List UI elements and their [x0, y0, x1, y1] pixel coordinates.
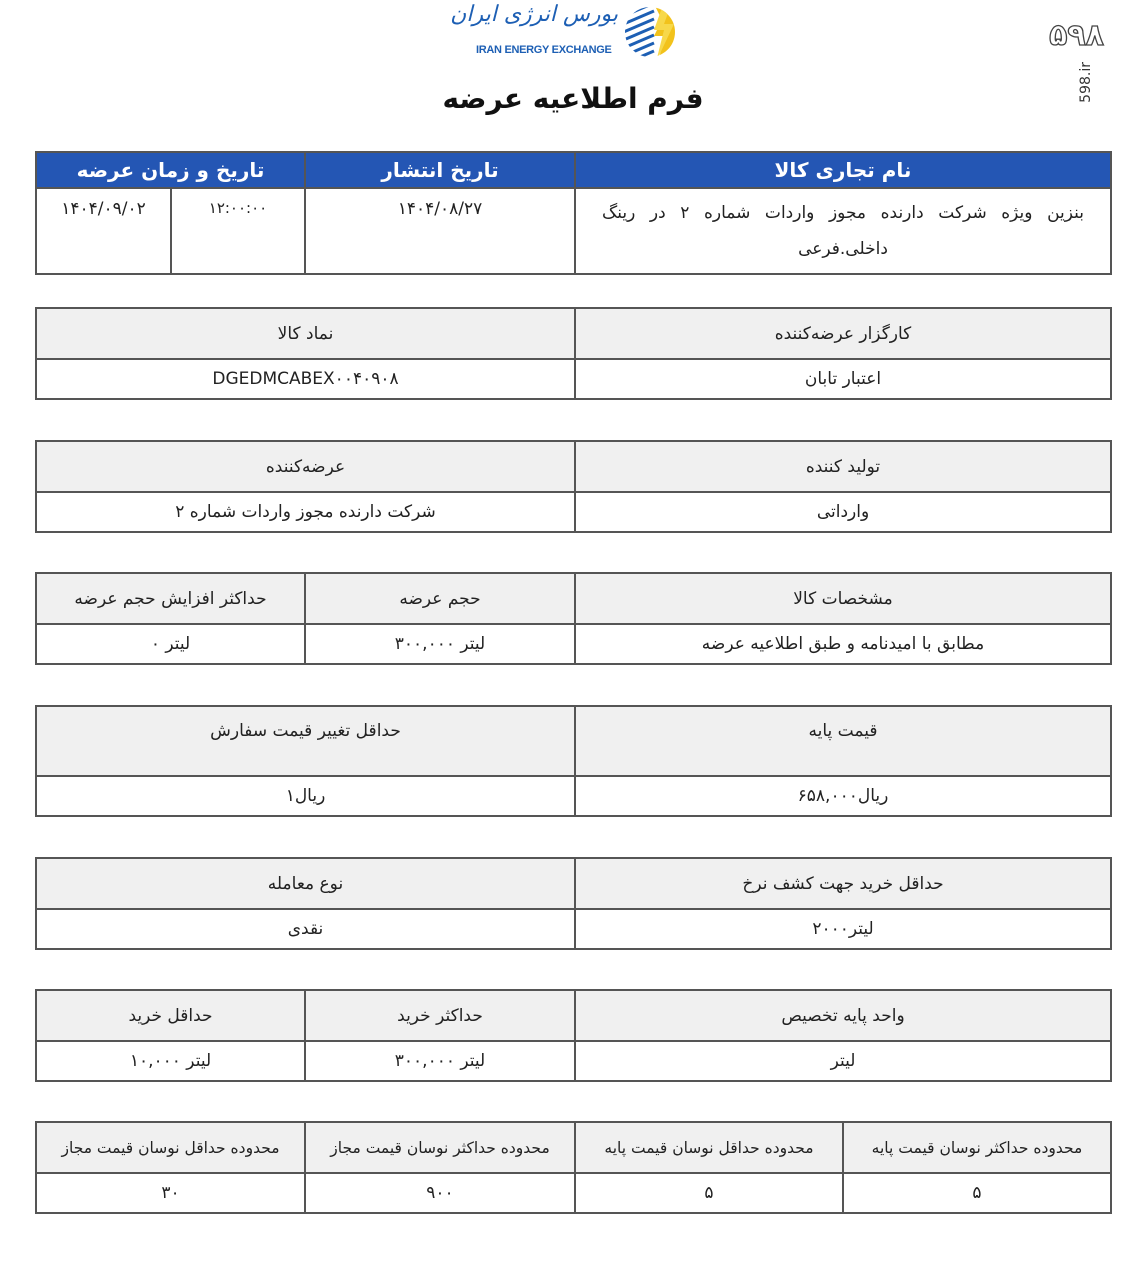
min-price-change-value: ریال۱ — [36, 776, 575, 816]
label-max-volume-increase: حداکثر افزایش حجم عرضه — [36, 573, 305, 624]
min-base-fluctuation-value: ۵ — [575, 1173, 843, 1213]
max-purchase-value: لیتر ۳۰۰,۰۰۰ — [305, 1041, 575, 1081]
logo-persian-text: بورس انرژی ایران — [450, 2, 618, 27]
trade-type-table — [35, 857, 1112, 950]
label-producer: تولید کننده — [575, 441, 1111, 492]
min-allowed-fluctuation-value: ۳۰ — [36, 1173, 305, 1213]
specs-value: مطابق با امیدنامه و طبق اطلاعیه عرضه — [575, 624, 1111, 664]
logo-emblem-icon — [624, 0, 676, 64]
publish-date-value: ۱۴۰۴/۰۸/۲۷ — [305, 188, 575, 274]
label-max-purchase: حداکثر خرید — [305, 990, 575, 1041]
max-base-fluctuation-value: ۵ — [843, 1173, 1111, 1213]
header-publish-date: تاریخ انتشار — [305, 152, 575, 188]
label-symbol: نماد کالا — [36, 308, 575, 359]
iran-energy-exchange-logo — [450, 0, 680, 70]
producer-value: وارداتی — [575, 492, 1111, 532]
label-min-base-fluctuation: محدوده حداقل نوسان قیمت پایه — [575, 1122, 843, 1173]
product-info-table — [35, 151, 1112, 275]
product-name-value: بنزین ویژه شرکت دارنده مجوز واردات شماره ۲ در رینگ داخلی.فرعی — [575, 188, 1111, 274]
price-table — [35, 705, 1112, 817]
specs-volume-table — [35, 572, 1112, 665]
purchase-limits-table — [35, 989, 1112, 1082]
offer-date-value: ۱۴۰۴/۰۹/۰۲ — [36, 188, 171, 274]
label-min-purchase-discovery: حداقل خرید جهت کشف نرخ — [575, 858, 1111, 909]
broker-symbol-table — [35, 307, 1112, 400]
max-allowed-fluctuation-value: ۹۰۰ — [305, 1173, 575, 1213]
offer-time-value: ۱۲:۰۰:۰۰ — [171, 188, 305, 274]
label-min-price-change: حداقل تغییر قیمت سفارش — [36, 706, 575, 776]
broker-value: اعتبار تابان — [575, 359, 1111, 399]
header-product-name: نام تجاری کالا — [575, 152, 1111, 188]
allocation-unit-value: لیتر — [575, 1041, 1111, 1081]
label-broker: کارگزار عرضه‌کننده — [575, 308, 1111, 359]
min-purchase-discovery-value: لیتر۲۰۰۰ — [575, 909, 1111, 949]
min-purchase-value: لیتر ۱۰,۰۰۰ — [36, 1041, 305, 1081]
logo-english-text: IRAN ENERGY EXCHANGE — [476, 44, 612, 56]
base-price-value: ریال۶۵۸,۰۰۰ — [575, 776, 1111, 816]
label-trade-type: نوع معامله — [36, 858, 575, 909]
trade-type-value: نقدی — [36, 909, 575, 949]
page-title: فرم اطلاعیه عرضه — [442, 82, 704, 115]
label-min-purchase: حداقل خرید — [36, 990, 305, 1041]
label-base-price: قیمت پایه — [575, 706, 1111, 776]
producer-supplier-table — [35, 440, 1112, 533]
watermark-site-wrap — [1078, 62, 1098, 122]
watermark-logo: ۵۹۸ — [1049, 18, 1104, 53]
symbol-value: DGEDMCABEX۰۰۴۰۹۰۸ — [36, 359, 575, 399]
volume-value: لیتر ۳۰۰,۰۰۰ — [305, 624, 575, 664]
watermark-site-text: 598.ir — [1078, 62, 1094, 103]
label-max-allowed-fluctuation: محدوده حداکثر نوسان قیمت مجاز — [305, 1122, 575, 1173]
label-allocation-unit: واحد پایه تخصیص — [575, 990, 1111, 1041]
price-fluctuation-table — [35, 1121, 1112, 1214]
label-max-base-fluctuation: محدوده حداکثر نوسان قیمت پایه — [843, 1122, 1111, 1173]
label-supplier: عرضه‌کننده — [36, 441, 575, 492]
watermark — [1024, 18, 1104, 53]
header-offer-datetime: تاریخ و زمان عرضه — [36, 152, 305, 188]
max-volume-increase-value: لیتر ۰ — [36, 624, 305, 664]
label-volume: حجم عرضه — [305, 573, 575, 624]
label-min-allowed-fluctuation: محدوده حداقل نوسان قیمت مجاز — [36, 1122, 305, 1173]
supplier-value: شرکت دارنده مجوز واردات شماره ۲ — [36, 492, 575, 532]
label-specs: مشخصات کالا — [575, 573, 1111, 624]
